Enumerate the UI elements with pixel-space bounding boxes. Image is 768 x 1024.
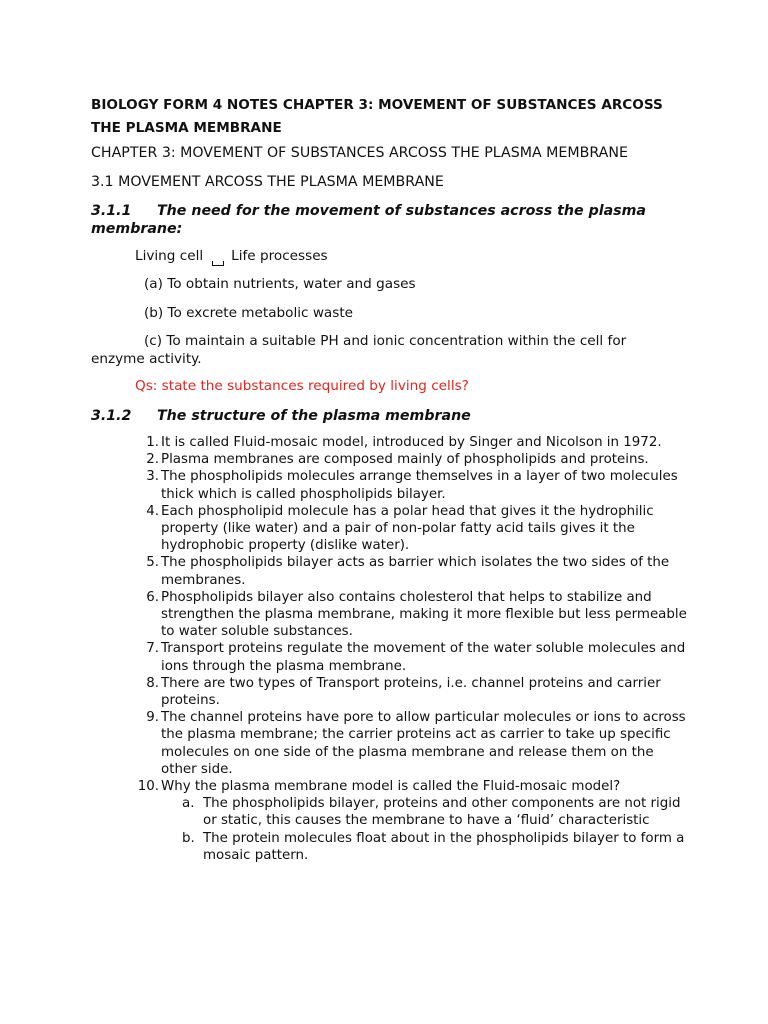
structure-list [91,434,691,864]
list-item-text: Transport proteins regulate the movement of the water soluble molecules and ions through the plasma membrane. [161,641,686,674]
list-item-text: The channel proteins have pore to allow particular molecules or ions to across the plasma membrane; the carrier proteins act as carrier to take up specific molecules on one side of the plasma membrane and release them on the other side. [161,710,686,777]
subsection-text: The need for the movement of substances across the plasma membrane: [91,203,646,237]
list-item-text: Plasma membranes are composed mainly of phospholipids and proteins. [161,452,649,468]
list-item-number: 5. [146,555,159,571]
list-item [91,503,691,555]
subsection-heading-3-1-2 [91,407,691,425]
list-item-number: 2. [146,452,159,468]
sub-list-item-letter: b. [182,830,195,846]
sub-list-item-text: The protein molecules float about in the phospholipids bilayer to form a mosaic pattern. [203,830,685,863]
list-item-text: Phospholipids bilayer also contains cholesterol that helps to stabilize and strengthen the plasma membrane, making it more flexible but less permeable to water soluble substances. [161,589,687,640]
subsection-text: The structure of the plasma membrane [157,408,471,424]
life-processes-label: Life processes [231,248,328,264]
list-item-text: The phospholipids molecules arrange themselves in a layer of two molecules thick which is called phospholipids bilayer. [161,469,678,502]
section-heading: 3.1 MOVEMENT ARCOSS THE PLASMA MEMBRANE [91,174,444,190]
living-cell-label: Living cell [135,248,204,264]
need-item-b: (b) To excrete metabolic waste [144,305,354,321]
list-item [91,451,691,468]
list-item-number: 1. [146,435,159,450]
list-item-text: The phospholipids bilayer acts as barrier which isolates the two sides of the membranes. [161,555,670,588]
list-item [91,640,691,674]
list-item-number: 7. [146,641,159,657]
list-item-number: 3. [146,469,159,485]
list-item [91,675,691,709]
list-item [91,434,691,451]
sub-list-item [91,830,691,864]
sub-list-item [91,795,691,829]
question-text: Qs: state the substances required by living cells? [135,378,469,394]
sub-list-item-text: The phospholipids bilayer, proteins and other components are not rigid or static, this causes the membrane to have a ‘fluid’ characteristic [203,796,681,829]
sub-list-item-letter: a. [182,796,195,812]
need-item-a: (a) To obtain nutrients, water and gases [144,276,416,292]
list-item-text: Each phospholipid molecule has a polar head that gives it the hydrophilic property (like water) and a pair of non-polar fatty acid tails gives it the hydrophobic property (dislike water). [161,503,654,554]
subsection-heading-3-1-1 [91,202,691,238]
list-item-number: 9. [146,710,159,726]
living-cell-line [135,248,328,264]
list-item-text: There are two types of Transport proteins, i.e. channel proteins and carrier proteins. [161,675,661,709]
document-title: BIOLOGY FORM 4 NOTES CHAPTER 3: MOVEMENT OF SUBSTANCES ARCOSS THE PLASMA MEMBRANE [91,97,663,136]
list-item-number: 4. [146,503,159,519]
list-item [91,778,691,795]
sub-list [91,795,691,864]
list-item-number: 10. [137,779,159,795]
list-item [91,468,691,502]
subsection-number: 3.1.2 [91,408,132,424]
list-item-text: It is called Fluid-mosaic model, introduced by Singer and Nicolson in 1972. [161,435,662,450]
list-item-text: Why the plasma membrane model is called the Fluid-mosaic model? [161,779,621,795]
list-item-number: 8. [146,675,159,691]
list-item [91,709,691,778]
arrow-icon [212,261,224,266]
subsection-number: 3.1.1 [91,203,132,219]
list-item-number: 6. [146,589,159,605]
list-item [91,554,691,588]
chapter-heading: CHAPTER 3: MOVEMENT OF SUBSTANCES ARCOSS THE PLASMA MEMBRANE [91,145,628,161]
list-item [91,589,691,641]
need-item-c: (c) To maintain a suitable PH and ionic concentration within the cell for enzyme activity. [91,333,627,367]
